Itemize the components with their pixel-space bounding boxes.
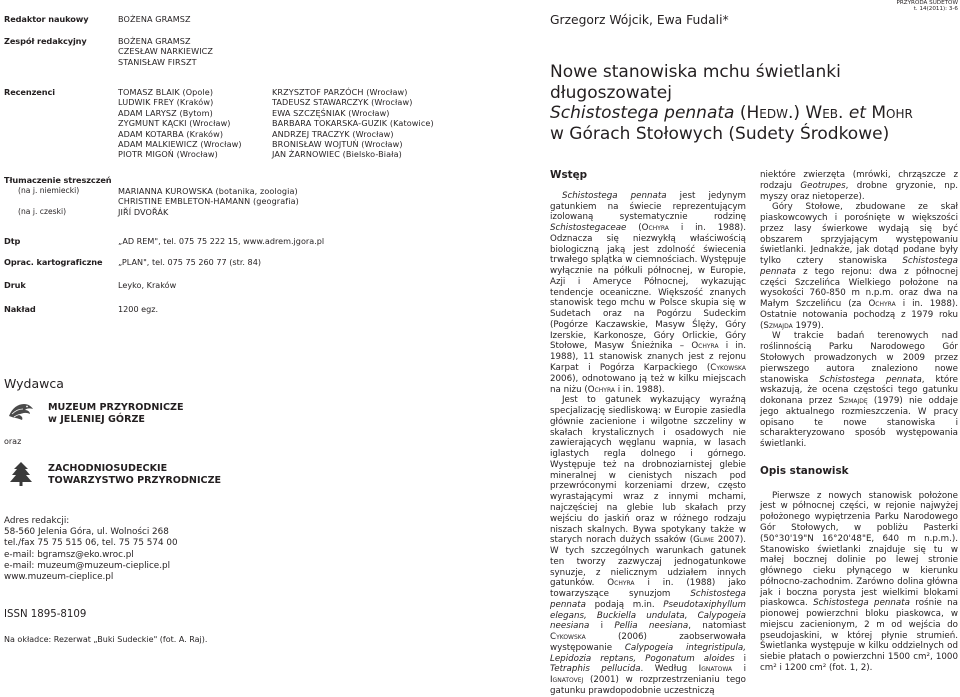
reviewer-name: JAN ŻARNOWIEC (Bielsko-Biała)	[272, 149, 402, 160]
address-line: e-mail: bgramsz@eko.wroc.pl	[4, 549, 134, 560]
reviewer-name: KRZYSZTOF PARZÓCH (Wrocław)	[272, 87, 408, 97]
article-column-2	[760, 170, 958, 674]
journal-name: PRZYRODA SUDETÓW	[896, 0, 958, 6]
intro-paragraph-3: Góry Stołowe, zbudowane ze skał piaskowcowych i porośnięte w większości przez lasy świerkowe wydają się być obszarem sprzyjającym występowaniu świetlanki. Jednakże, jak dotąd podane były tylko cztery stanowiska Schistostega pennata z tego rejonu: dwa z północnej części Szczelińca Wielkiego położone na wysokości 760-850 m n.p.m. oraz dwa na Małym Szczelińcu (za Ochyra i in. 1988). Ostatnie notowania pochodzą z 1979 roku (Szmajda 1979).	[760, 202, 958, 331]
publisher-society-line: TOWARZYSTWO PRZYRODNICZE	[48, 475, 222, 486]
reviewer-name: ANDRZEJ TRACZYK (Wrocław)	[272, 128, 394, 139]
issn: ISSN 1895-8109	[4, 609, 87, 620]
publisher-heading: Wydawca	[4, 376, 64, 391]
title-species: Schistostega pennata	[550, 103, 735, 123]
reviewers-col2	[272, 87, 434, 160]
board-name: STANISŁAW FIRSZT	[118, 56, 197, 67]
article-authors: Grzegorz Wójcik, Ewa Fudali*	[550, 13, 729, 27]
publisher-museum	[48, 402, 184, 426]
address-line: Adres redakcji:	[4, 516, 70, 526]
reviewer-name: BRONISŁAW WOJTUŃ (Wrocław)	[272, 139, 403, 150]
reviewer-name: LUDWIK FREY (Kraków)	[118, 97, 214, 108]
cartography-value: „PLAN", tel. 075 75 260 77 (str. 84)	[118, 257, 262, 267]
board-name: BOŻENA GRAMSZ	[118, 36, 191, 46]
print-label: Druk	[4, 280, 26, 290]
reviewer-name: ADAM KOTARBA (Kraków)	[118, 128, 224, 139]
translator-name: MARIANNA KUROWSKA (botanika, zoologia)	[118, 186, 298, 196]
museum-logo-icon	[6, 396, 36, 424]
society-logo-icon	[8, 460, 34, 488]
board-names	[118, 36, 213, 67]
reviewer-name: ADAM MALKIEWICZ (Wrocław)	[118, 139, 242, 150]
dtp-value: „AD REM", tel. 075 75 222 15, www.adrem.jgora.pl	[118, 236, 325, 246]
intro-paragraph-4: W trakcie badań terenowych nad roślinnością Parku Narodowego Gór Stołowych prowadzonych w 2009 przez pierwszego autora znaleziono nowe stanowiska Schistostega pennata, które wskazują, że ocena częstości tego gatunku dokonana przez Szmajdę (1979) nie oddaje jego aktualnego rozmieszczenia. W pracy opisano te nowe stanowiska i scharakteryzowano sposób występowania świetlanki.	[760, 331, 958, 450]
editor-names	[118, 14, 191, 24]
translator-name: CHRISTINE EMBLETON-HAMANN (geografia)	[118, 196, 299, 207]
translator-name: JIŘÍ DVOŘÁK	[118, 207, 169, 217]
address-line: www.muzeum-cieplice.pl	[4, 572, 114, 583]
intro-paragraph-2-cont: niektóre zwierzęta (mrówki, chrząszcze z rodzaju Geotrupes, drobne gryzonie, np. myszy oraz nietoperze).	[760, 170, 958, 202]
publisher-museum-line: MUZEUM PRZYRODNICZE	[48, 402, 184, 413]
run-value: 1200 egz.	[118, 304, 159, 314]
reviewer-name: ZYGMUNT KĄCKI (Wrocław)	[118, 118, 231, 129]
editorial-address	[4, 516, 178, 583]
reviewer-name: TOMASZ BLAIK (Opole)	[118, 87, 214, 97]
article-title	[550, 62, 960, 144]
title-line-1: Nowe stanowiska mchu świetlanki długoszowatej	[550, 62, 841, 103]
reviewer-name: EWA SZCZĘŚNIAK (Wrocław)	[272, 107, 390, 118]
translation-de-names	[118, 186, 299, 207]
reviewer-name: TADEUSZ STAWARCZYK (Wrocław)	[272, 97, 413, 108]
publisher-society-line: ZACHODNIOSUDECKIE	[48, 463, 168, 474]
masthead-page	[0, 0, 480, 649]
title-authority-1: (Hedw.) Web.	[739, 103, 844, 123]
title-line-2	[550, 103, 960, 124]
title-authority-2: Mohr	[871, 103, 913, 123]
board-name: CZESŁAW NARKIEWICZ	[118, 46, 214, 57]
address-line: 58-560 Jelenia Góra, ul. Wolności 268	[4, 527, 169, 538]
translation-cz-names	[118, 207, 168, 217]
cartography-label: Oprac. kartograficzne	[4, 257, 103, 267]
title-et: et	[848, 103, 866, 123]
reviewers-label: Recenzenci	[4, 87, 55, 97]
dtp-label: Dtp	[4, 236, 21, 246]
journal-tag	[897, 0, 958, 13]
run-label: Nakład	[4, 304, 36, 314]
editor-label: Redaktor naukowy	[4, 14, 89, 24]
address-line: e-mail: muzeum@muzeum-cieplice.pl	[4, 560, 171, 571]
publisher-museum-line: w JELENIEJ GÓRZE	[48, 414, 145, 425]
cover-note: Na okładce: Rezerwat „Buki Sudeckie" (fot. A. Raj).	[4, 635, 208, 644]
title-line-3: w Górach Stołowych (Sudety Środkowe)	[550, 123, 890, 144]
intro-heading: Wstęp	[550, 169, 588, 181]
reviewer-name: BARBARA TOKARSKA-GUZIK (Katowice)	[272, 118, 434, 129]
address-line: tel./fax 75 75 515 06, tel. 75 75 574 00	[4, 538, 178, 549]
reviewer-name: ADAM LARYSZ (Bytom)	[118, 107, 213, 118]
sites-paragraph-1: Pierwsze z nowych stanowisk położone jest w północnej części, w rejonie najwyżej położonego wypiętrzenia Parku Narodowego Gór Stołowych, w pobliżu Pasterki (50°30'19"N 16°20'48"E, 640 m n.p.m.). Stanowisko świetlanki znajduje się tu w małej bocznej dolinie po lewej stronie głównego cieku płynącego w kierunku północno-zachodnim. Zarówno dolina główna jak i boczna porysta jest wielkimi blokami piaskowca. Schistostega pennata rośnie na pionowej powierzchni bloku piaskowca, w miejscu zacienionym, 2 m od wejścia do pseudojaskini, w której płynie strumień. Świetlanka występuje w kilku oddzielnych od siebie płatach o powierzchni 1500 cm², 1000 cm² i 1200 cm² (fot. 1, 2).	[760, 490, 959, 673]
oraz-text: oraz	[4, 437, 22, 446]
print-value: Leyko, Kraków	[118, 280, 177, 290]
publisher-society	[48, 463, 221, 487]
translation-label: Tłumaczenie streszczeń	[4, 175, 112, 185]
article-column-1	[550, 170, 746, 697]
translation-de-label: (na j. niemiecki)	[18, 186, 80, 195]
reviewers-col1	[118, 87, 242, 160]
translation-cz-label: (na j. czeski)	[18, 207, 67, 216]
intro-paragraph-1: Schistostega pennata jest jedynym gatunkiem na świecie reprezentującym izolowaną systematycznie rodzinę Schistostegaceae (Ochyra i in. 1988). Odznacza się niezwykłą właściwością biologiczną jaką jest zdolność świecenia trwałego splątka w ciemnościach. Występuje wyłącznie na półkuli północnej, w Europie, Azji i Ameryce Północnej, wykazując tendencje oceaniczne. Większość znanych stanowisk tego mchu w Polsce skupia się w Sudetach oraz na Pogórzu Sudeckim (Pogórze Kaczawskie, Masyw Ślęży, Góry Izerskie, Karkonosze, Góry Orlickie, Góry Stołowe, Masyw Śnieżnika – Ochyra i in. 1988), 11 stanowisk znanych jest z rejonu Karpat i Pogórza Karpackiego (Cykowska 2006), odnotowano ją też w kilku miejscach na niżu (Ochyra i in. 1988).	[550, 190, 746, 395]
editor-name: BOŻENA GRAMSZ	[118, 14, 191, 24]
sites-heading: Opis stanowisk	[760, 464, 849, 477]
journal-volume: t. 14(2011): 3-6	[913, 6, 958, 13]
reviewer-name: PIOTR MIGOŃ (Wrocław)	[118, 149, 218, 160]
intro-paragraph-2: Jest to gatunek wykazujący wyraźną specjalizację siedliskową: w Europie zasiedla głównie zacienione i wilgotne szczeliny w skałach krystalicznych i osadowych nie zawierających węglanu wapnia, w lasach iglastych regla dolnego i górnego. Występuje też na drobnoziarnistej glebie mineralnej w cienistych niszach pod przewróconymi korzeniami drzew, często wyrastającymi wraz z innymi mchami, najczęściej na glebie lub skałach przy wejściu do jaskiń oraz w różnego rodzaju niszach skalnych. Bywa spotykany także w starych norach dużych ssaków (Glime 2007). W tych szczególnych warunkach gatunek ten tworzy zazwyczaj jednogatunkowe synuzje, z nielicznym udziałem innych gatunków. Ochyra i in. (1988) jako towarzyszące synuzjom Schistostega pennata podają m.in. Pseudotaxiphyllum elegans, Buckiella undulata, Calypogeia neesiana i Pellia neesiana, natomiast Cykowska (2006) zaobserwowała występowanie Calypogeia integristipula, Lepidozia reptans, Pogonatum aloides i Tetraphis pellucida. Według Ignatowa i Ignatovej (2001) w rozprzestrzenianiu tego gatunku prawdopodobnie uczestniczą	[550, 395, 747, 696]
board-label: Zespół redakcyjny	[4, 36, 87, 46]
